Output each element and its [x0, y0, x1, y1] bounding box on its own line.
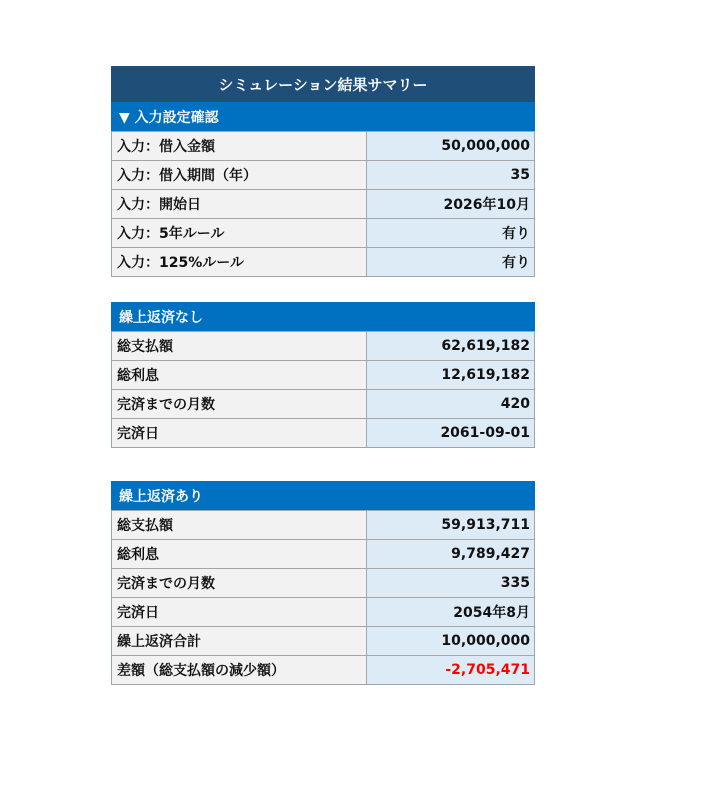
table-row — [112, 189, 534, 218]
table-row — [112, 626, 534, 655]
row-value[interactable]: 9,789,427 — [367, 540, 534, 568]
row-value[interactable]: 2026年10月 — [367, 190, 534, 218]
row-value[interactable]: 420 — [367, 390, 534, 418]
no-prepayment-header: 繰上返済なし — [111, 302, 535, 331]
row-value[interactable]: 59,913,711 — [367, 511, 534, 539]
row-label: 入力：開始日 — [112, 190, 367, 218]
row-value[interactable]: 62,619,182 — [367, 332, 534, 360]
row-label: 入力：125%ルール — [112, 248, 367, 276]
row-label: 入力：借入金額 — [112, 132, 367, 160]
row-label: 総利息 — [112, 540, 367, 568]
row-label: 総利息 — [112, 361, 367, 389]
row-label: 完済日 — [112, 598, 367, 626]
input-settings-block — [111, 66, 535, 277]
row-label: 完済までの月数 — [112, 569, 367, 597]
row-value[interactable]: 50,000,000 — [367, 132, 534, 160]
row-value[interactable]: 有り — [367, 248, 534, 276]
row-label: 差額（総支払額の減少額） — [112, 656, 367, 684]
row-value[interactable]: 2054年8月 — [367, 598, 534, 626]
row-label: 完済までの月数 — [112, 390, 367, 418]
table-row — [112, 331, 534, 360]
table-row — [112, 655, 534, 684]
table-row — [112, 539, 534, 568]
table-row — [112, 160, 534, 189]
row-label: 総支払額 — [112, 511, 367, 539]
input-section-header: ▼ 入力設定確認 — [111, 102, 535, 131]
table-row — [112, 597, 534, 626]
row-value[interactable]: 12,619,182 — [367, 361, 534, 389]
table-row — [112, 389, 534, 418]
prepayment-block — [111, 481, 535, 685]
prepayment-header: 繰上返済あり — [111, 481, 535, 510]
row-label: 繰上返済合計 — [112, 627, 367, 655]
row-label: 入力：5年ルール — [112, 219, 367, 247]
row-value[interactable]: 35 — [367, 161, 534, 189]
row-value[interactable]: 有り — [367, 219, 534, 247]
row-label: 総支払額 — [112, 332, 367, 360]
row-label: 完済日 — [112, 419, 367, 447]
table-row — [112, 360, 534, 389]
table-row — [112, 568, 534, 597]
difference-value[interactable]: -2,705,471 — [367, 656, 534, 684]
table-row — [112, 510, 534, 539]
row-label: 入力：借入期間（年） — [112, 161, 367, 189]
table-row — [112, 131, 534, 160]
table-row — [112, 247, 534, 276]
table-row — [112, 218, 534, 247]
row-value[interactable]: 2061-09-01 — [367, 419, 534, 447]
table-row — [112, 418, 534, 447]
row-value[interactable]: 10,000,000 — [367, 627, 534, 655]
summary-title: シミュレーション結果サマリー — [111, 66, 535, 102]
no-prepayment-block — [111, 302, 535, 448]
summary-sheet — [111, 66, 535, 685]
row-value[interactable]: 335 — [367, 569, 534, 597]
